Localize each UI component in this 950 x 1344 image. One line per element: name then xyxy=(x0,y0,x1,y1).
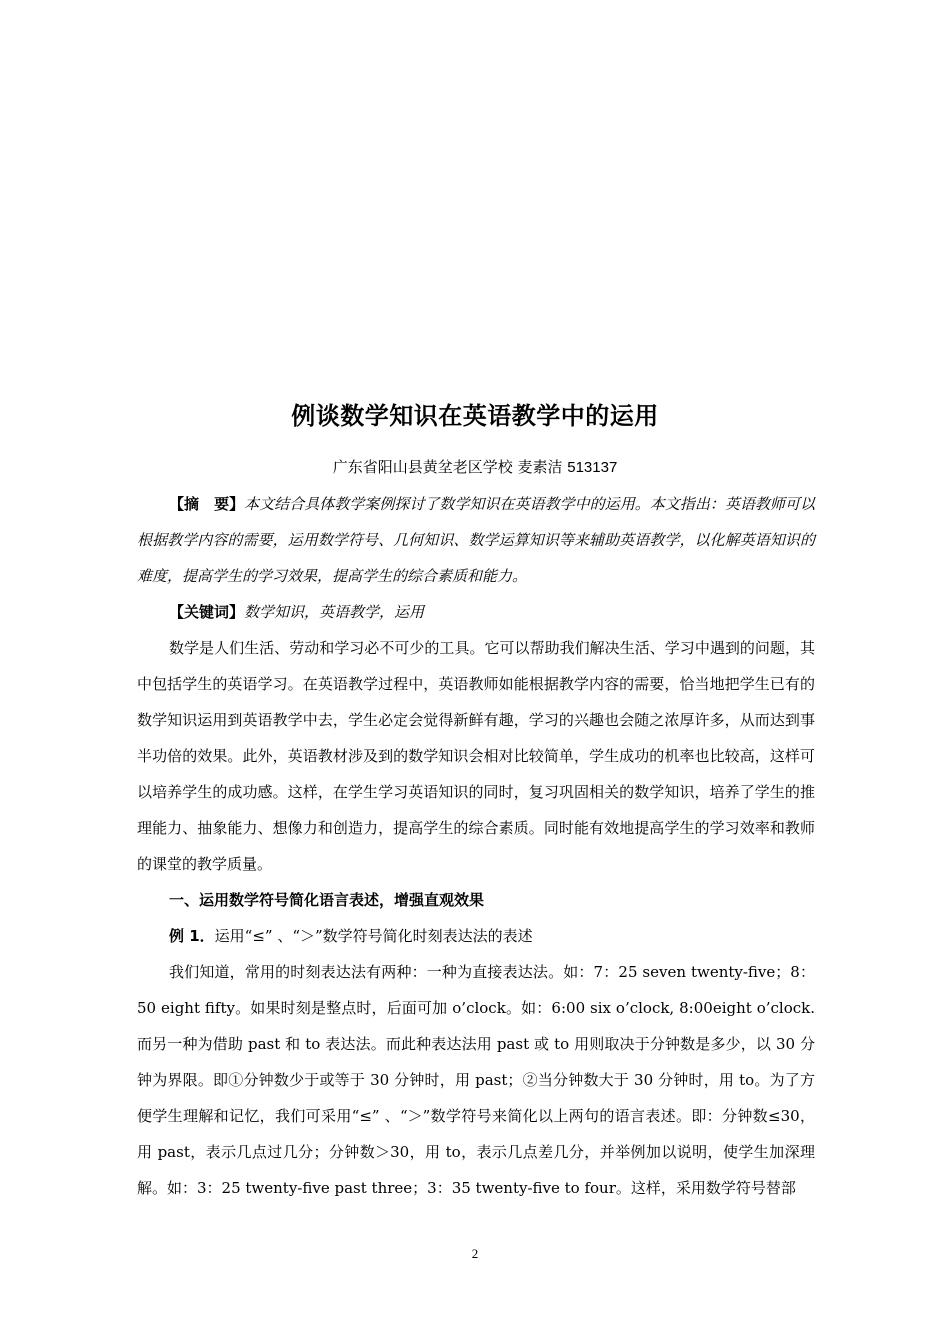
page-number: 2 xyxy=(471,1246,479,1261)
abstract-text: 本文结合具体教学案例探讨了数学知识在英语教学中的运用。本文指出：英语教师可以根据教学内容的需要，运用数学符号、几何知识、数学运算知识等来辅助英语教学，以化解英语知识的难度，提高学生的学习效果，提高学生的综合素质和能力。 xyxy=(137,495,815,585)
keywords-label: 【关键词】 xyxy=(169,603,245,621)
abstract-label: 【摘 要】 xyxy=(169,495,245,513)
example-text: 运用“≤” 、“＞”数学符号简化时刻表达法的表述 xyxy=(214,927,533,945)
intro-paragraph: 数学是人们生活、劳动和学习必不可少的工具。它可以帮助我们解决生活、学习中遇到的问题，其中包括学生的英语学习。在英语教学过程中，英语教师如能根据教学内容的需要，恰当地把学生已有的数学知识运用到英语教学中去，学生必定会觉得新鲜有趣，学习的兴趣也会随之浓厚许多，从而达到事半功倍的效果。此外，英语教材涉及到的数学知识会相对比较简单，学生成功的机率也比较高，这样可以培养学生的成功感。这样，在学生学习英语知识的同时，复习巩固相关的数学知识，培养了学生的推理能力、抽象能力、想像力和创造力，提高学生的综合素质。同时能有效地提高学生的学习效率和教师的课堂的教学质量。 xyxy=(137,639,815,873)
example-line xyxy=(137,918,815,954)
keywords-text: 数学知识，英语教学，运用 xyxy=(244,603,425,621)
example-label: 例 1． xyxy=(169,927,215,945)
keywords-paragraph xyxy=(137,594,815,630)
author-line xyxy=(0,456,950,477)
abstract-paragraph xyxy=(137,486,815,594)
author-affiliation: 广东省阳山县黄坌老区学校 麦素洁 xyxy=(332,458,563,476)
article-title: 例谈数学知识在英语教学中的运用 xyxy=(291,402,659,430)
postcode: 513137 xyxy=(567,459,618,476)
section-paragraph: 我们知道，常用的时刻表达法有两种：一种为直接表达法。如：7：25 seven twenty-five；8：50 eight fifty。如果时刻是整点时，后面可加 o’clock。如：6:00 six o’clock, 8:00eight o’clock.而另一种为借助 past 和 to 表达法。而此种表达法用 past 或 to 用则取决于分钟数是多少，以 30 分钟为界限。即①分钟数少于或等于 30 分钟时，用 past；②当分钟数大于 30 分钟时，用 to。为了方便学生理解和记忆，我们可采用“≤” 、“＞”数学符号来简化以上两句的语言表述。即：分钟数≤30，用 past，表示几点过几分；分钟数＞30，用 to，表示几点差几分，并举例加以说明，使学生加深理解。如：3：25 twenty-five past three；3：35 twenty-five to four。这样，采用数学符号替部 xyxy=(137,963,815,1197)
section-heading: 一、运用数学符号简化语言表述，增强直观效果 xyxy=(169,891,485,909)
article-body xyxy=(137,486,815,1206)
